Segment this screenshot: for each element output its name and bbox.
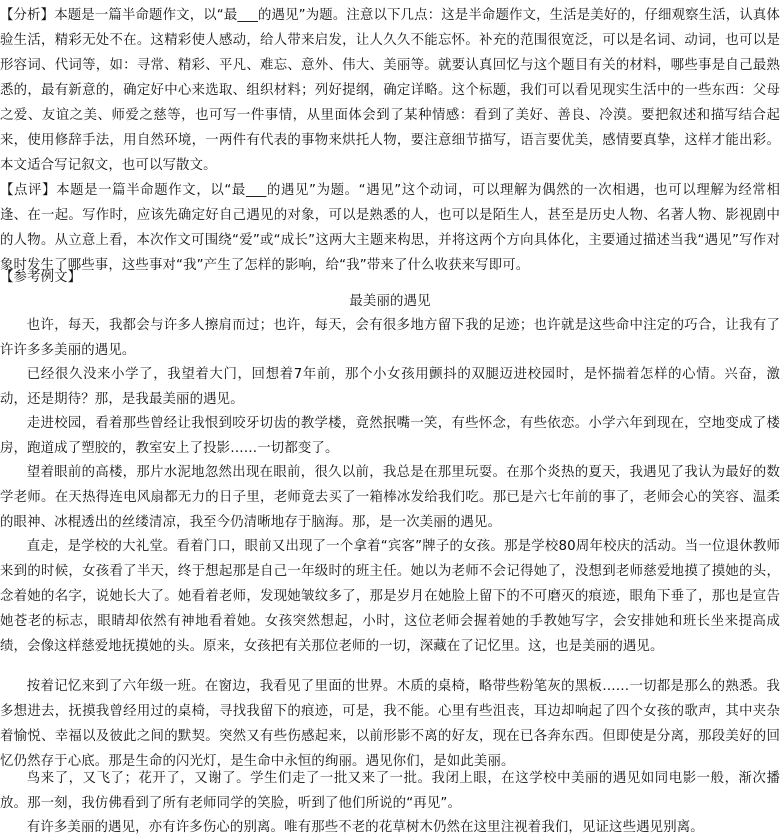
essay-paragraph: 有许多美丽的遇见，亦有许多伤心的别离。唯有那些不老的花草树木仍然在这里注视着我们，见证这些遇见别离。 <box>26 820 704 835</box>
comment-paragraph: 【点评】本题是一篇半命题作文，以“最___的遇见”为题。“遇见”这个动词，可以理解为偶然的一次相遇，也可以理解为经常相逢、在一起。写作时，应该先确定好自己遇见的对象，可以是熟悉的人，也可以是陌生人，甚至是历史人物、名著人物、影视剧中的人物。从立意上看，本次作文可围绕“爱”或“成长”这两大主题来构思，并将这两个方向具体化，主要通过描述当我“遇见”写作对象时发生了哪些事，这些事对“我”产生了怎样的影响，给“我”带来了什么收获来写即可。 <box>0 183 780 273</box>
reference-heading: 【参考例文】 <box>0 270 82 285</box>
essay-paragraph: 直走，是学校的大礼堂。看着门口，眼前又出现了一个拿着“宾客”牌子的女孩。那是学校80周年校庆的活动。当一位退休教师来到的时候，女孩看了半天，终于想起那是自己一年级时的班主任。她以为老师不会记得她了，没想到老师慈爱地摸了摸她的头，念着她的名字，说她长大了。她看着老师，发现她皱纹多了，那是岁月在她脸上留下的不可磨灭的痕迹，眼角下垂了，那也是宣告她苍老的标志，眼睛却依然有神地看着她。女孩突然想起，小时，这位老师会握着她的手教她写字，会安排她和班长坐来提高成绩，会像这样慈爱地抚摸她的头。原来，女孩把有关那位老师的一切，深藏在了记忆里。这，也是美丽的遇见。 <box>0 539 780 654</box>
essay-paragraph: 按着记忆来到了六年级一班。在窗边，我看见了里面的世界。木质的桌椅，略带些粉笔灰的黑板……一切都是那么的熟悉。我多想进去，抚摸我曾经用过的桌椅，寻找我留下的痕迹，可是，我不能。心里有些沮丧，耳边却响起了四个女孩的歌声，其中夹杂着愉悦、幸福以及彼此之间的默契。突然又有些伤感起来，以前形影不离的好友，现在已各奔东西。但即使是分离，那段美好的回忆仍然存于心底。那是生命的闪光灯，是生命中永恒的绚丽。遇见你们，是如此美丽。 <box>0 679 780 769</box>
essay-paragraph: 鸟来了，又飞了；花开了，又谢了。学生们走了一批又来了一批。我闭上眼，在这学校中美丽的遇见如同电影一般，渐次播放。那一刻，我仿佛看到了所有老师同学的笑脸，听到了他们所说的“再见”。 <box>0 771 780 811</box>
essay-paragraph: 已经很久没来小学了，我望着大门，回想着7年前，那个小女孩用颤抖的双腿迈进校园时，是怀揣着怎样的心情。兴奋，激动，还是期待？那，是我最美丽的遇见。 <box>0 367 780 407</box>
essay-paragraph: 也许，每天，我都会与许多人擦肩而过；也许，每天，会有很多地方留下我的足迹；也许就是这些命中注定的巧合，让我有了许许多多美丽的遇见。 <box>0 318 780 358</box>
analysis-paragraph: 【分析】本题是一篇半命题作文，以“最___的遇见”为题。注意以下几点：这是半命题作文，生活是美好的，仔细观察生活，认真体验生活，精彩无处不在。这精彩使人感动，给人带来启发，让人久久不能忘怀。补充的范围很宽泛，可以是名词、动词，也可以是形容词、代词等，如：寻常、精彩、平凡、难忘、意外、伟大、美丽等。就要认真回忆与这个题目有关的材料，哪些事是自己最熟悉的，最有新意的，确定好中心来选取、组织材料；列好提纲，确定详略。这个标题，我们可以看见现实生活中的一些东西：父母之爱、友谊之美、师爱之慈等，也可写一件事情，从里面体会到了某种情感：看到了美好、善良、冷漠。要把叙述和描写结合起来，使用修辞手法，用自然环境，一两件有代表的事物来烘托人物，要注意细节描写，语言要优美，感情要真挚，这样才能出彩。本文适合写记叙文，也可以写散文。 <box>0 8 780 173</box>
essay-paragraph: 走进校园，看着那些曾经让我恨到咬牙切齿的教学楼，竟然抿嘴一笑，有些怀念，有些依恋。小学六年到现在，空地变成了楼房，跑道成了塑胶的，教室安上了投影……一切都变了。 <box>0 416 780 456</box>
essay-title: 最美丽的遇见 <box>349 294 431 309</box>
essay-paragraph: 望着眼前的高楼，那片水泥地忽然出现在眼前，很久以前，我总是在那里玩耍。在那个炎热的夏天，我遇见了我认为最好的数学老师。在天热得连电风扇都无力的日子里，老师竟去买了一箱棒冰发给我们吃。那已是六七年前的事了，老师会心的笑容、温柔的眼神、冰棍透出的丝缕清凉，我至今仍清晰地存于脑海。那，是一次美丽的遇见。 <box>0 465 780 530</box>
